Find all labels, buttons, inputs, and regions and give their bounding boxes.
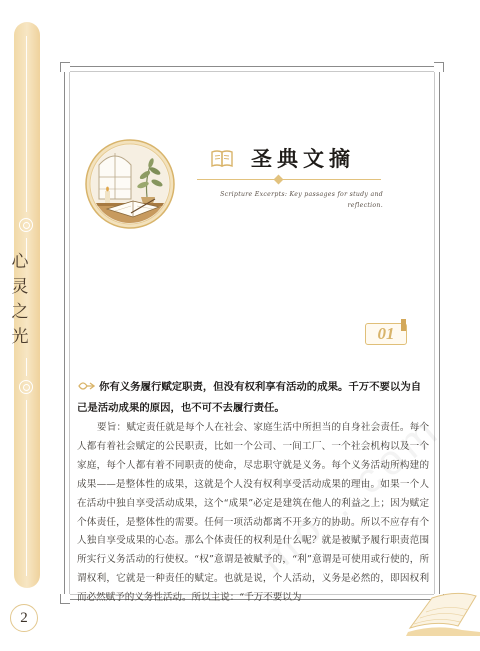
reading-desk-illustration xyxy=(85,139,175,229)
rail-divider-top xyxy=(26,36,27,212)
header-divider xyxy=(197,179,381,180)
rail-title xyxy=(6,250,34,350)
content-card xyxy=(64,66,440,604)
commentary-text: 要旨：赋定责任就是每个人在社会、家庭生活中所担当的自身社会责任。每个人都有着社会赋定的公民职责，比如一个公司、一间工厂、一个社会机构以及一个家庭，每个人都有着不同职责的使命，尽忠职守就是义务。每个义务活动所构建的成果——是整体性的成果，这就是个人没有权利享受活动成果的理由。如果一个人在活动中独自享受活动成果，这个“成果”必定是建筑在他人的利益之上；因为赋定个体责任，是整体性的需要。任何一项活动都离不开多方的协助。所以不应存有个人独自享受成果的心态。那么个体责任的权利是什么呢？就是被赋予履行职责范围所实行义务活动的行使权。“权”意谓是被赋予的，“利”意谓是可使用或行使的，所谓权利，它就是一种责任的赋定。也就是说，个人活动，义务是必然的，即因权利而必然赋予的义务性活动。所以主说：“千万不要以为 xyxy=(77,422,429,604)
page-title: 圣典文摘 xyxy=(251,146,355,171)
open-book-decoration-icon xyxy=(406,576,480,636)
badge-flag-icon xyxy=(401,319,406,331)
rail-title-char: 光 xyxy=(11,327,29,347)
corner-ornament xyxy=(60,62,70,72)
rail-title-char: 心 xyxy=(11,252,29,272)
rail-divider-bottom xyxy=(26,400,27,576)
rail-ring-icon-top xyxy=(19,218,33,232)
corner-ornament xyxy=(434,62,444,72)
page-number: 2 xyxy=(10,604,38,632)
key-passage: 你有义务履行赋定职责，但没有权利享有活动的成果。千万不要以为自己是活动成果的原因，也不可不去履行责任。 xyxy=(77,381,422,414)
rail-title-char: 之 xyxy=(11,302,29,322)
open-book-icon xyxy=(211,149,233,167)
corner-ornament xyxy=(60,594,70,604)
rail-title-char: 灵 xyxy=(11,277,29,297)
rail-ring-icon-bottom xyxy=(19,380,33,394)
page-subtitle: Scripture Excerpts: Key passages for study and reflection. xyxy=(220,191,383,209)
section-number-badge: 01 xyxy=(365,323,407,345)
rail-divider-mid2 xyxy=(26,358,27,376)
